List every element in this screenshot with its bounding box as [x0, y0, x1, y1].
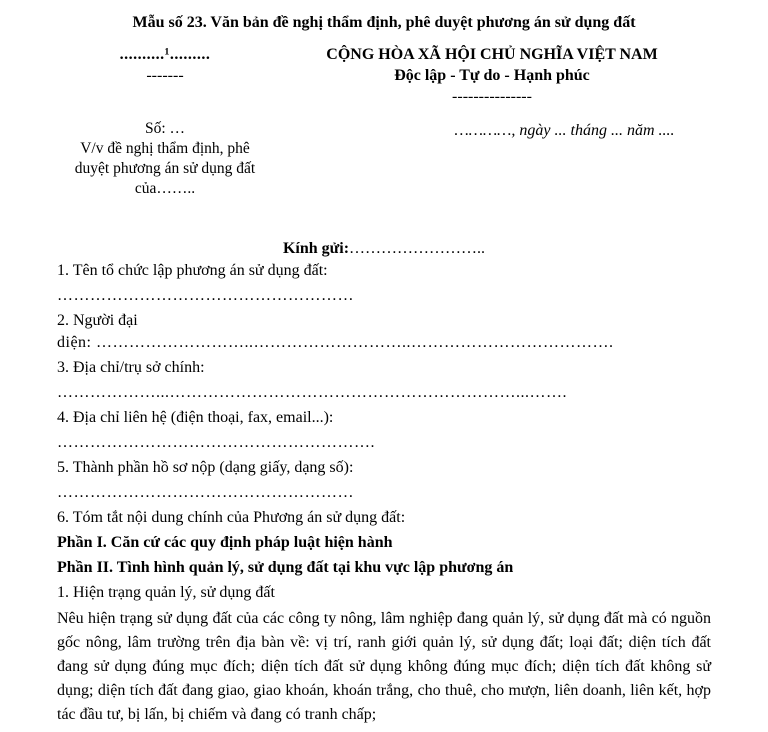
doc-number: Số: …: [144, 120, 186, 137]
issuing-org-placeholder: ..........¹.........: [119, 46, 211, 63]
field-4-label: 4. Địa chỉ liên hệ (điện thoại, fax, email...):: [57, 409, 334, 426]
field-5-dots-line: ………………………………………………: [57, 484, 354, 501]
recipient-line: [57, 238, 711, 260]
field-4-dots-line: ………………………………………………….: [57, 434, 375, 451]
recipient-dots: ……………………..: [349, 240, 486, 257]
field-5-label: 5. Thành phần hồ sơ nộp (dạng giấy, dạng số):: [57, 459, 354, 476]
date-place-line: …………, ngày ... tháng ... năm ....: [454, 122, 675, 139]
field-3-label: 3. Địa chỉ/trụ sở chính:: [57, 359, 205, 376]
field-2-label-line-1: 2. Người đại: [57, 312, 138, 329]
recipient-label: Kính gửi:: [282, 240, 350, 257]
national-motto: Độc lập - Tự do - Hạnh phúc: [394, 67, 590, 84]
field-1-dots-line: ………………………………………………: [57, 287, 354, 304]
date-place-block: [273, 119, 711, 199]
document-meta-row: [57, 119, 711, 199]
form-title: Mẫu số 23. Văn bản đề nghị thẩm định, phê duyệt phương án sử dụng đất: [132, 14, 636, 31]
org-divider-dashes: -------: [146, 67, 184, 84]
field-2-label-line-2: diện: ………………………..………………………..……………………………….: [57, 334, 614, 351]
field-3-dots-line: ………………...………………………………………………………...…….: [57, 384, 567, 401]
document-header: [57, 44, 711, 107]
issuing-org-block: [57, 44, 273, 107]
doc-number-block: [57, 119, 273, 199]
field-2-block: [57, 310, 711, 354]
field-6-label: 6. Tóm tắt nội dung chính của Phương án sử dụng đất:: [57, 509, 406, 526]
field-1-label: 1. Tên tổ chức lập phương án sử dụng đất:: [57, 262, 328, 279]
subsection-1-heading: 1. Hiện trạng quản lý, sử dụng đất: [57, 584, 275, 601]
motto-divider-dashes: ---------------: [452, 88, 532, 105]
national-header-block: [273, 44, 711, 107]
section-part1-heading: Phần I. Căn cứ các quy định pháp luật hiện hành: [57, 534, 393, 551]
national-title: CỘNG HÒA XÃ HỘI CHỦ NGHĨA VIỆT NAM: [326, 46, 658, 63]
section-part2-heading: Phần II. Tình hình quản lý, sử dụng đất tại khu vực lập phương án: [57, 559, 514, 576]
doc-subject-line-2: duyệt phương án sử dụng đất: [74, 160, 256, 177]
doc-subject-line-3: của……..: [134, 180, 196, 197]
body-paragraph: Nêu hiện trạng sử dụng đất của các công ty nông, lâm nghiệp đang quản lý, sử dụng đất mà có nguồn gốc nông, lâm trường trên địa bàn về: vị trí, ranh giới quản lý, sử dụng đất; loại đất; diện tích đất đang sử dụng đúng mục đích; diện tích đất sử dụng không đúng mục đích; diện tích đất không sử dụng; diện tích đất đang giao, giao khoán, khoán trắng, cho thuê, cho mượn, liên doanh, liên kết, hợp tác đầu tư, bị lấn, bị chiếm và đang có tranh chấp;: [57, 610, 711, 723]
doc-subject-line-1: V/v đề nghị thẩm định, phê: [80, 140, 250, 157]
